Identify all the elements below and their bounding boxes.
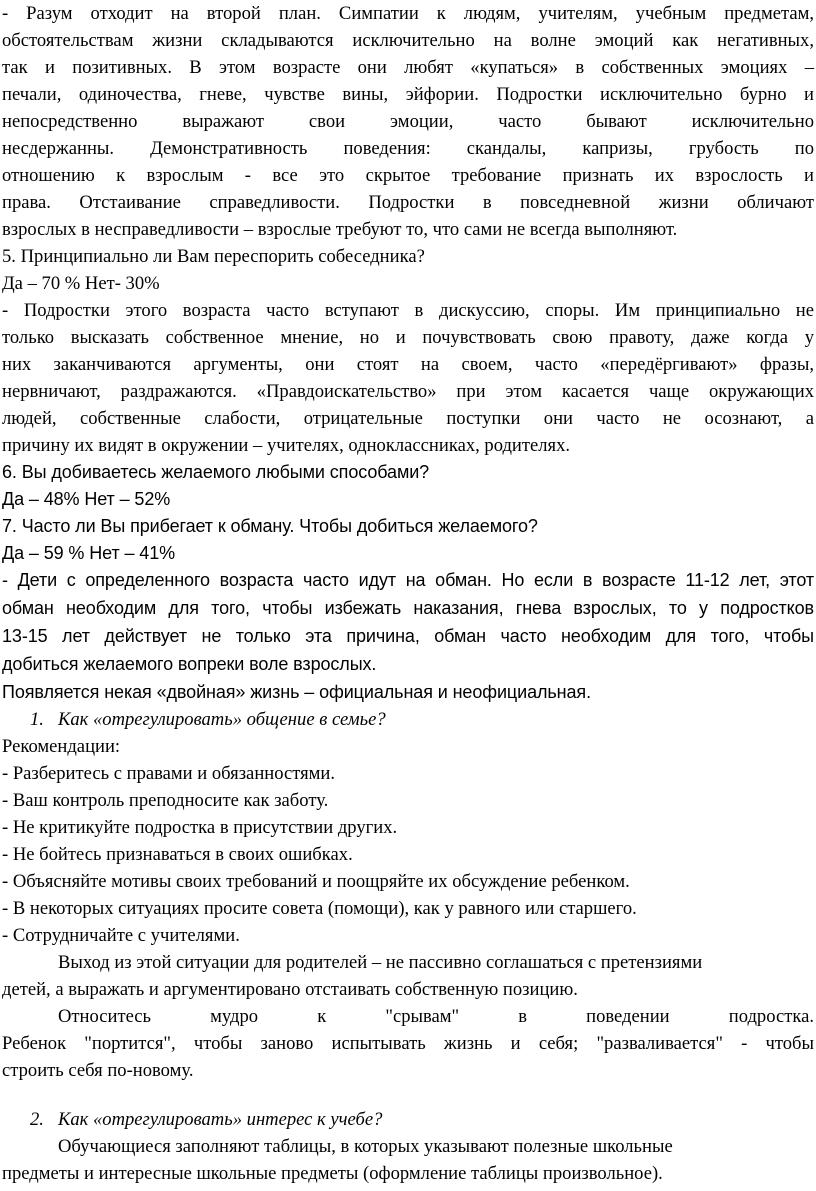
text-line: несдержанны. Демонстративность поведения: скандалы, капризы, грубость по [2,138,814,159]
text-line: - Дети с определенного возраста часто идут на обман. Но если в возрасте 11-12 лет, этот [2,570,814,590]
text-line: права. Отстаивание справедливости. Подростки в повседневной жизни обличают [2,192,814,213]
answer-5: Да – 70 % Нет- 30% [2,273,160,294]
text-line: Появляется некая «двойная» жизнь – официальная и неофициальная. [2,682,591,702]
list-item: - Разберитесь с правами и обязанностями. [2,763,336,784]
list-item: - Объясняйте мотивы своих требований и поощряйте их обсуждение ребенком. [2,871,630,892]
heading-text: Как «отрегулировать» интерес к учебе? [58,1109,383,1130]
text-line: детей, а выражать и аргументировано отстаивать собственную позицию. [2,979,578,1000]
text-line: предметы и интересные школьные предметы (оформление таблицы произвольное). [2,1163,663,1184]
text-line: людей, собственные слабости, отрицательные поступки они часто не осознают, а [2,408,814,429]
text-line: строить себя по-новому. [2,1060,194,1081]
heading-2 [30,1106,814,1134]
text-line: добиться желаемого вопреки воле взрослых. [2,654,377,674]
list-item: - Ваш контроль преподносите как заботу. [2,790,329,811]
text-line: обман необходим для того, чтобы избежать наказания, гнева взрослых, то у подростков [2,598,814,618]
text-line: причину их видят в окружении – учителях, одноклассниках, родителях. [2,435,571,456]
heading-text: Как «отрегулировать» общение в семье? [58,709,386,730]
heading-number: 1. [30,709,44,730]
answer-6: Да – 48% Нет – 52% [2,489,171,509]
text-line: непосредственно выражают свои эмоции, часто бывают исключительно [2,111,814,132]
list-item: - Не критикуйте подростка в присутствии других. [2,817,398,838]
text-line: обстоятельствам жизни складываются исключительно на волне эмоций как негативных, [2,30,814,51]
text-line: взрослых в несправедливости – взрослые требуют то, что сами не всегда выполняют. [2,219,678,240]
text-line: так и позитивных. В этом возрасте они любят «купаться» в собственных эмоциях – [2,57,814,78]
list-item: - Сотрудничайте с учителями. [2,925,240,946]
text-line: Ребенок "портится", чтобы заново испытывать жизнь и себя; "разваливается" - чтобы [2,1033,814,1054]
text-line: отношению к взрослым - все это скрытое требование признать их взрослость и [2,165,814,186]
text-line: - Разум отходит на второй план. Симпатии к людям, учителям, учебным предметам, [2,3,814,24]
text-line: 13-15 лет действует не только эта причина, обман часто необходим для того, чтобы [2,626,814,646]
heading-1 [30,706,814,734]
recommendations-title: Рекомендации: [2,736,121,757]
question-6: 6. Вы добиваетесь желаемого любыми способами? [2,462,430,482]
list-item: - В некоторых ситуациях просите совета (помощи), как у равного или старшего. [2,898,637,919]
text-line: Обучающиеся заполняют таблицы, в которых указывают полезные школьные [58,1136,673,1157]
text-line: них заканчиваются аргументы, они стоят на своем, часто «передёргивают» фразы, [2,354,814,375]
heading-number: 2. [30,1109,44,1130]
question-5: 5. Принципиально ли Вам переспорить собеседника? [2,246,425,267]
text-line: только высказать собственное мнение, но и почувствовать свою правоту, даже когда у [2,327,814,348]
text-line: печали, одиночества, гневе, чувстве вины, эйфории. Подростки исключительно бурно и [2,84,814,105]
question-7: 7. Часто ли Вы прибегает к обману. Чтобы добиться желаемого? [2,516,538,536]
text-line: - Подростки этого возраста часто вступают в дискуссию, споры. Им принципиально не [2,300,814,321]
text-line: нервничают, раздражаются. «Правдоискательство» при этом касается чаще окружающих [2,381,814,402]
text-line: Относитесь мудро к "срывам" в поведении подростка. [58,1006,814,1027]
text-line: Выход из этой ситуации для родителей – не пассивно соглашаться с претензиями [58,952,703,973]
list-item: - Не бойтесь признаваться в своих ошибках. [2,844,353,865]
answer-7: Да – 59 % Нет – 41% [2,543,176,563]
